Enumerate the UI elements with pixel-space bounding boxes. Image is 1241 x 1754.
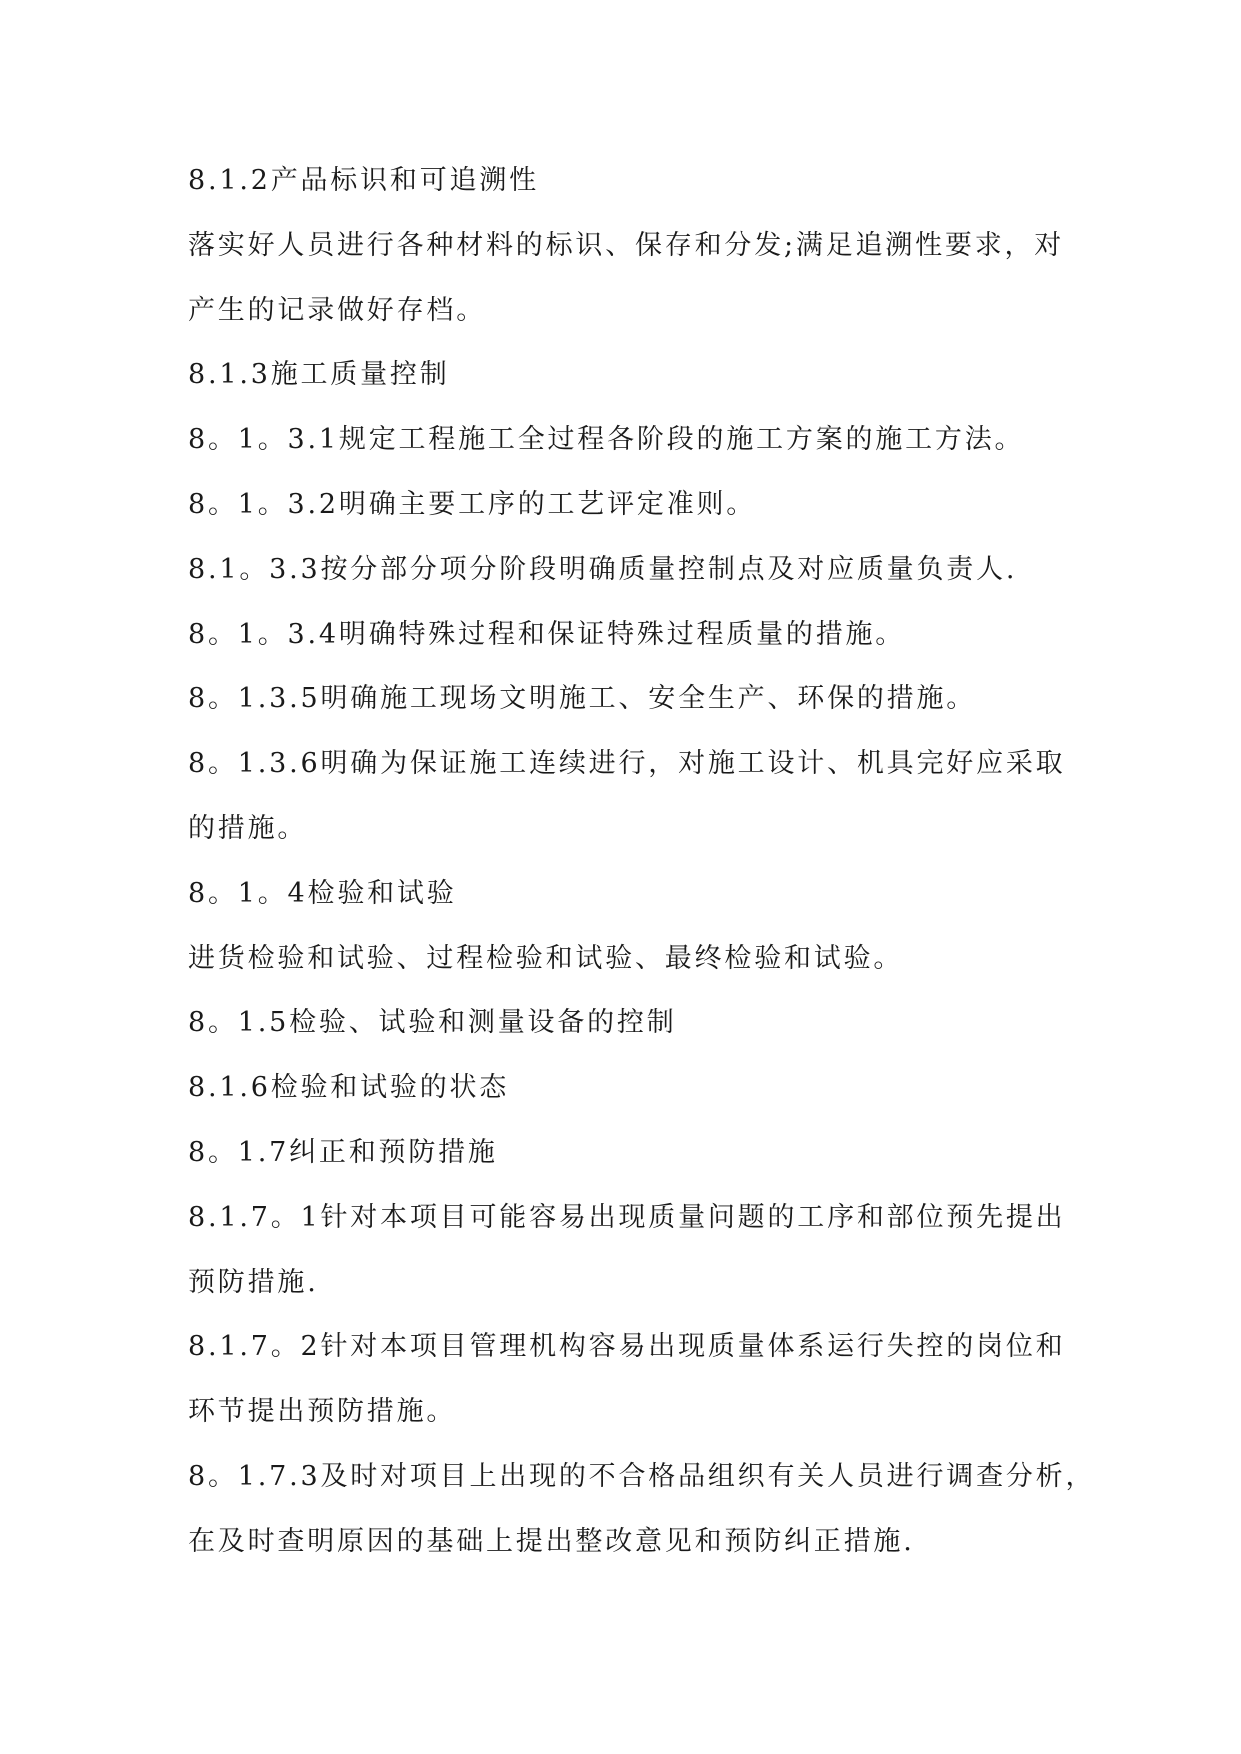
item-8-1-3-6: 8。1.3.6明确为保证施工连续进行，对施工设计、机具完好应采取 [188, 748, 1066, 780]
paragraph-line: 在及时查明原因的基础上提出整改意见和预防纠正措施. [188, 1525, 915, 1557]
heading-8-1-7: 8。1.7纠正和预防措施 [188, 1136, 498, 1168]
paragraph-line: 产生的记录做好存档。 [188, 294, 486, 326]
paragraph-line: 预防措施. [188, 1266, 319, 1298]
paragraph-line: 环节提出预防措施。 [188, 1396, 457, 1428]
heading-8-1-4: 8。1。4检验和试验 [188, 877, 457, 909]
heading-8-1-5: 8。1.5检验、试验和测量设备的控制 [188, 1007, 677, 1039]
item-8-1-3-4: 8。1。3.4明确特殊过程和保证特殊过程质量的措施。 [188, 618, 906, 650]
heading-8-1-3: 8.1.3施工质量控制 [188, 359, 450, 391]
item-8-1-3-1: 8。1。3.1规定工程施工全过程各阶段的施工方案的施工方法。 [188, 424, 1025, 456]
item-8-1-7-1: 8.1.7。1针对本项目可能容易出现质量问题的工序和部位预先提出 [188, 1201, 1066, 1233]
paragraph-line: 进货检验和试验、过程检验和试验、最终检验和试验。 [188, 942, 904, 974]
paragraph-line: 落实好人员进行各种材料的标识、保存和分发;满足追溯性要求，对 [188, 229, 1065, 261]
document-body [188, 160, 1096, 1586]
item-8-1-7-2: 8.1.7。2针对本项目管理机构容易出现质量体系运行失控的岗位和 [188, 1331, 1066, 1363]
paragraph-line: 的措施。 [188, 812, 308, 844]
item-8-1-3-2: 8。1。3.2明确主要工序的工艺评定准则。 [188, 488, 757, 520]
item-8-1-3-3: 8.1。3.3按分部分项分阶段明确质量控制点及对应质量负责人. [188, 553, 1018, 585]
item-8-1-7-3: 8。1.7.3及时对项目上出现的不合格品组织有关人员进行调查分析， [188, 1460, 1096, 1492]
item-8-1-3-5: 8。1.3.5明确施工现场文明施工、安全生产、环保的措施。 [188, 683, 977, 715]
heading-8-1-2: 8.1.2产品标识和可追溯性 [188, 165, 539, 196]
heading-8-1-6: 8.1.6检验和试验的状态 [188, 1072, 510, 1104]
